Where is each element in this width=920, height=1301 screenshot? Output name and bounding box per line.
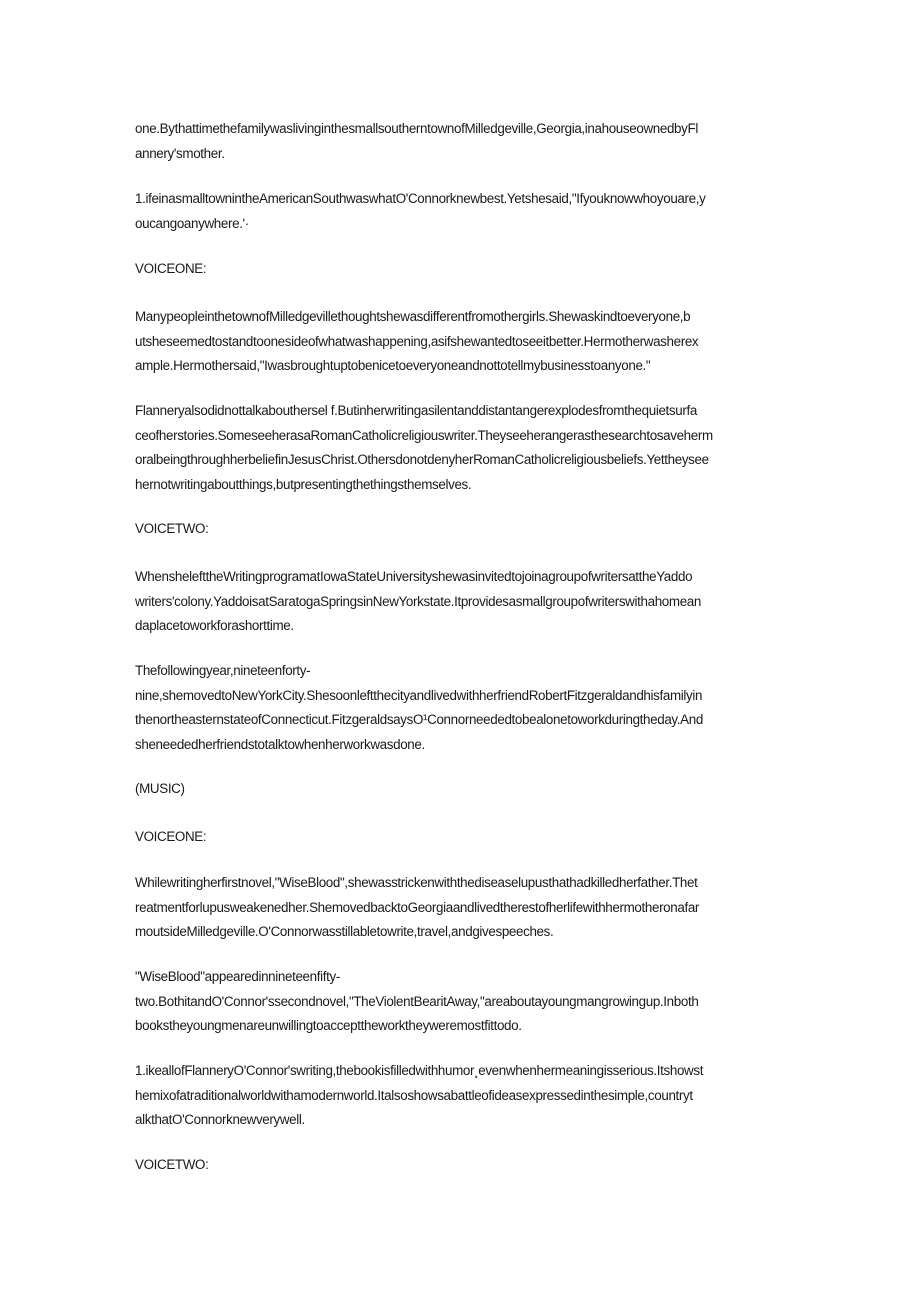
paragraph-humor [135,1059,785,1133]
text-line: hernotwritingaboutthings,butpresentingthethingsthemselves. [135,476,472,492]
text-line: alkthatO'Connorknewverywell. [135,1112,305,1127]
paragraph-life-small-town [135,187,785,236]
text-line: one.BythattimethefamilywaslivinginthesmallsoutherntownofMilledgeville,Georgia,inahouseownedbyFl [135,121,698,136]
speaker-label: VOICETWO: [135,521,209,536]
music-cue [135,777,785,802]
speaker-label: VOICEONE: [135,829,207,844]
text-line: annery'smother. [135,145,225,161]
text-line: ample.Hermothersaid,"Iwasbroughtuptobenicetoeveryoneandnottotellmybusinesstoanyone." [135,358,651,373]
paragraph-different-girl [135,305,785,379]
text-line: bookstheyoungmenareunwillingtoaccepttheworktheyweremostfittodo. [135,1018,522,1033]
paragraph-new-york-city [135,659,785,757]
text-line: oucangoanywhere.'· [135,215,249,231]
text-line: utsheseemedtostandtoonesideofwhatwashappening,asifshewantedtoseeitbetter.Hermotherwasherex [135,333,699,349]
text-line: "WiseBlood"appearedinnineteenfifty- [135,969,340,984]
speaker-heading [135,517,785,542]
speaker-label: VOICEONE: [135,261,207,276]
music-label: (MUSIC) [135,781,185,796]
text-line: 1.ikeallofFlanneryO'Connor'swriting,thebookisfilledwithhumor¸evenwhenhermeaningisserious.Itshowst [135,1063,704,1078]
text-line: ManypeopleinthetownofMilledgevillethoughtshewasdifferentfromothergirls.Shewaskindtoeveryone,b [135,309,691,324]
text-line: Flanneryalsodidnottalkabouthersel f.Butinherwritingasilentanddistantangerexplodesfromthequietsurfa [135,403,697,418]
text-line: WhenshelefttheWritingprogramatIowaStateUniversityshewasinvitedtojoinagroupofwritersattheYaddo [135,569,693,584]
text-line: thenortheasternstateofConnecticut.FitzgeraldsaysO¹Connorneededtobealonetoworkduringtheday.And [135,712,703,727]
text-line: sheneededherfriendstotalktowhenherworkwasdone. [135,736,425,752]
paragraph-family-milledgeville [135,117,785,166]
text-line: moutsideMilledgeville.O'Connorwasstillabletowrite,travel,andgivespeeches. [135,924,554,939]
text-line: hemixofatraditionalworldwithamodernworld.Italsoshowsabattleofideasexpressedinthesimple,countryt [135,1087,693,1103]
text-line: Thefollowingyear,nineteenforty- [135,663,311,678]
paragraph-silent-anger [135,399,785,497]
paragraph-wise-blood-lupus [135,871,785,945]
text-line: 1.ifeinasmalltownintheAmericanSouthwaswhatO'Connorknewbest.Yetshesaid,"Ifyouknowwhoyouare,y [135,191,706,206]
text-line: daplacetoworkforashorttime. [135,618,294,633]
speaker-heading [135,257,785,282]
text-line: ceofherstories.SomeseeherasaRomanCatholicreligiouswriter.Theyseeherangerasthesearchtosaveherm [135,427,713,443]
speaker-label: VOICETWO: [135,1157,209,1172]
speaker-heading [135,1153,785,1178]
text-line: nine,shemovedtoNewYorkCity.ShesoonleftthecityandlivedwithherfriendRobertFitzgeraldandhisfamilyin [135,687,703,703]
speaker-heading [135,825,785,850]
text-line: two.BothitandO'Connor'ssecondnovel,"TheViolentBearitAway,"areaboutayoungmangrowingup.Inboth [135,993,699,1009]
text-line: reatmentforlupusweakenedher.ShemovedbacktoGeorgiaandlivedtherestofherlifewithhermotheronafar [135,899,700,915]
paragraph-second-novel [135,965,785,1039]
paragraph-yaddo-colony [135,565,785,639]
text-line: Whilewritingherfirstnovel,"WiseBlood",shewasstrickenwiththediseaselupusthathadkilledherfather.Thet [135,875,698,890]
text-line: oralbeingthroughherbeliefinJesusChrist.OthersdonotdenyherRomanCatholicreligiousbeliefs.Yettheysee [135,452,709,467]
text-line: writers'colony.YaddoisatSaratogaSpringsinNewYorkstate.Itprovidesasmallgroupofwriterswithahomean [135,593,701,609]
